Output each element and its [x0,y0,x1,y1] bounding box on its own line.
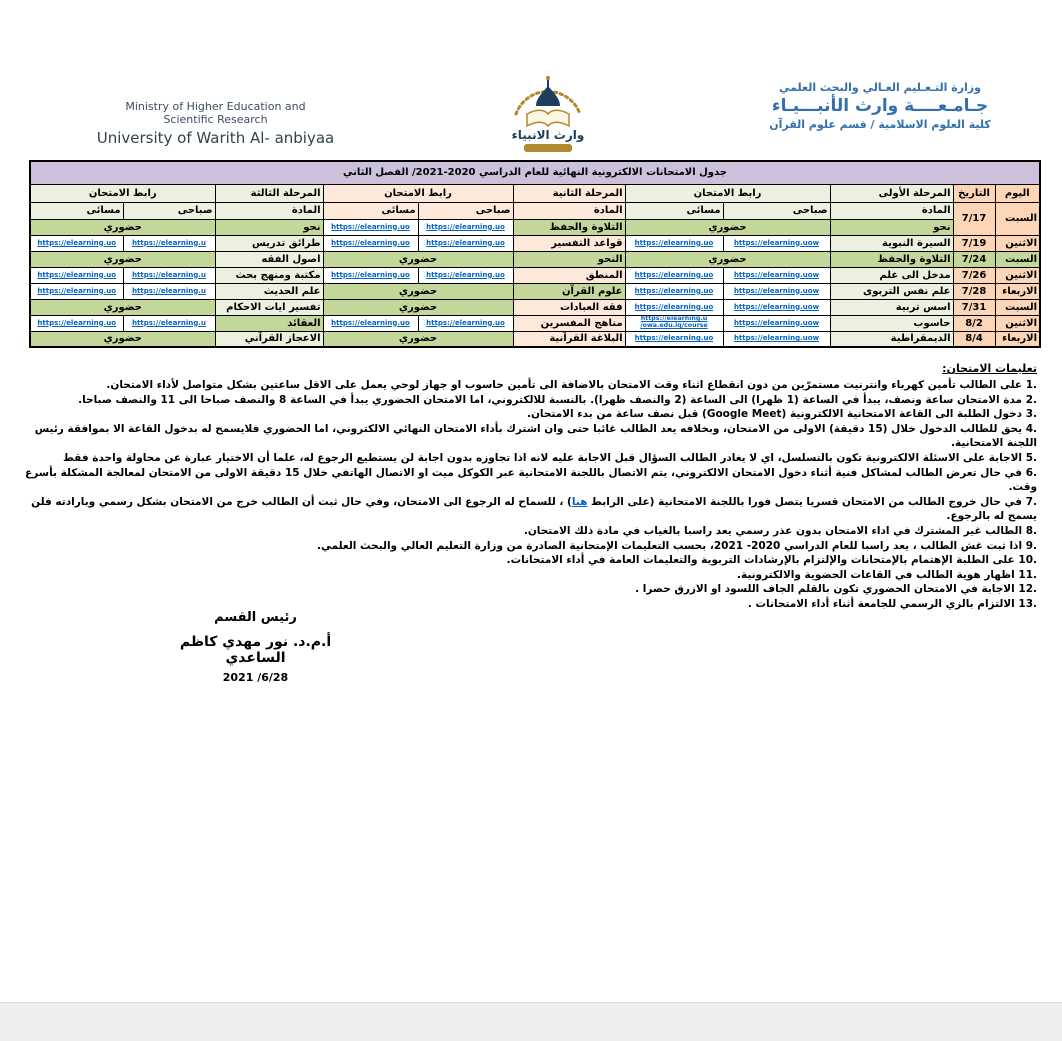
exam-link-line1: https://elearning.u [640,316,708,323]
university-logo [498,74,598,160]
instruction-number: 3. [1025,408,1037,421]
signature-name: أ.م.د. نور مهدي كاظم الساعدي [179,634,332,666]
exam-link[interactable]: https://elearning.uow [733,270,820,279]
day-cell: الاربعاء [995,283,1040,299]
instruction-text: مدة الامتحان ساعة ونصف، يبدأ في الساعة (1 ظهرا) الى الساعة (2 والنصف ظهرا). بالنسبة للالكتروني، اما الامتحان الحضوري يبدأ في الساعة 8 والنصف صباحا الى 11 والنصف صباحا. [78,393,1023,406]
link-cell [418,219,513,235]
letterhead-arabic [720,80,1040,132]
subject-cell: الديمقراطية [830,331,953,347]
instruction-item [25,451,1037,466]
subject-cell: مناهج المفسرين [513,315,625,331]
subheader-morning-1: صباحى [723,202,830,219]
subheader-morning-2: صباحى [418,202,513,219]
exam-link[interactable]: https://elearning.uo [426,222,505,231]
day-cell: السبت [995,299,1040,315]
subject-cell: نحو [215,219,323,235]
link-cell [30,283,123,299]
subheader-evening-2: مسائى [323,202,418,219]
date-cell: 7/31 [953,299,995,315]
instruction-text: الاجابة في الامتحان الحضوري تكون بالقلم الجاف اللسود او الازرق حصرا . [635,583,1015,596]
instruction-item [25,582,1037,597]
subject-cell: السيرة النبوية [830,235,953,251]
instruction-text: على الطالب تأمين كهرباء وانترنيت مستمرّين من دون انقطاع اثناء وقت الامتحان بالاضافة الى تأمين حاسوب او جهاز لوحي يعمل على الاقل ساعتين بشكل متواصل لأداء الامتحان. [106,379,1023,391]
exam-link[interactable]: https://elearning.uo [634,270,714,279]
date-cell: 7/24 [953,251,995,267]
instruction-number: 4. [1025,422,1037,435]
exam-instructions [25,362,1037,612]
exam-link[interactable]: https://elearning.u [132,270,206,279]
exam-link[interactable]: https://elearning.uo [331,222,410,231]
link-cell [723,315,830,331]
col-header-stage3: المرحلة الثالثة [215,184,323,202]
exam-link[interactable]: https://elearning.u [132,318,206,327]
instruction-text: في حال خروج الطالب من الامتحان قسريا يتصل فورا باللجنة الامتحانية (على الرابط [587,495,1023,508]
instruction-text: اظهار هوية الطالب في القاعات الحضوية والالكترونية. [736,568,1015,581]
table-row [30,331,1040,347]
exam-link[interactable]: https://elearning.uo [634,334,714,343]
link-cell [123,315,215,331]
table-row [30,267,1040,283]
link-cell [123,267,215,283]
exam-link-line2: owa.edu.iq/course/ [640,322,708,329]
subject-cell: علم الحديث [215,283,323,299]
instruction-number: 8. [1025,524,1037,537]
link-cell [625,283,723,299]
inperson-cell: حضوري [323,299,513,315]
instruction-item [25,495,1037,524]
exam-link[interactable]: https://elearning.uow [733,334,820,343]
date-cell: 7/19 [953,235,995,251]
exam-link[interactable]: https://elearning.uo [331,238,410,247]
signature-date: 2021 /6/28 [222,671,289,684]
inperson-cell: حضوري [30,331,215,347]
exam-link[interactable]: https://elearning.uo [426,318,505,327]
col-header-day: اليوم [995,184,1040,202]
signature-title: رئيس القسم [214,610,297,625]
link-cell [723,267,830,283]
exam-link[interactable]: https://elearning.u [132,286,206,295]
letterhead-english [88,100,343,148]
link-cell [625,315,723,331]
link-cell [30,315,123,331]
exam-link[interactable]: https://elearning.uo [634,286,714,295]
table-row [30,235,1040,251]
instruction-number: 10. [1018,554,1037,567]
ministry-name-en-2: Scientific Research [163,113,268,126]
col-header-link2: رابط الامتحان [323,184,513,202]
day-cell: السبت [995,202,1040,235]
exam-link[interactable]: https://elearning.uo [37,270,117,279]
college-name-ar: كلية العلوم الاسلامية / قسم علوم القرآن [769,118,991,131]
instruction-text: الاجابة على الاسئلة الالكترونية تكون بالتسلسل، اي لا يغادر الطالب السؤال قبل الاجابة عليه لانه اذا تجاوزه بدون اجابة لن يستطيع الرجوع له، علما أن الاختيار عبارة عن محاولة واحدة فقط [62,451,1023,464]
link-cell [625,299,723,315]
exam-link[interactable]: https://elearning.uo [426,270,505,279]
table-row [30,251,1040,267]
instruction-text: اذا ثبت غش الطالب ، يعد راسبا للعام الدراسي 2020- 2021، بحسب التعليمات الإمتحانية الصادرة من وزارة التعليم العالي والبحث العلمي. [316,539,1023,552]
subject-cell: العقائد [215,315,323,331]
exam-link[interactable]: https://elearning.uow [733,286,820,295]
logo-text: وارث الانبياء [511,128,585,142]
day-cell: الاربعاء [995,331,1040,347]
instruction-number: 2. [1025,393,1037,406]
link-cell [323,219,418,235]
link-cell [30,267,123,283]
instructions-heading: تعليمات الامتحان: [942,362,1037,375]
inperson-cell: حضوري [625,219,830,235]
subject-cell: التلاوة والحفظ [830,251,953,267]
instruction-item [25,524,1037,539]
col-header-stage2: المرحلة الثانية [513,184,625,202]
instruction-item [25,378,1037,393]
link-cell [418,267,513,283]
exam-link[interactable]: https://elearning.uo [37,286,117,295]
subject-cell: مكتبة ومنهج بحث [215,267,323,283]
instruction-item [25,568,1037,583]
date-cell: 7/26 [953,267,995,283]
link-cell [323,315,418,331]
link-cell [123,283,215,299]
subject-cell: قواعد التفسير [513,235,625,251]
subheader-subject-2: المادة [513,202,625,219]
inperson-cell: حضوري [30,219,215,235]
instruction-text: الالتزام بالزي الرسمي للجامعة أثناء أداء الامتحانات . [747,597,1015,610]
exam-link[interactable]: https://elearning.uo [634,238,714,247]
subheader-subject-3: المادة [215,202,323,219]
instruction-number: 11. [1018,568,1037,581]
subject-cell: طرائق تدريس [215,235,323,251]
ministry-name-en: Ministry of Higher Education and [125,100,306,113]
university-name-en: University of Warith Al- anbiyaa [96,129,335,147]
inperson-cell: حضوري [323,331,513,347]
subject-cell: اسس تربية [830,299,953,315]
exam-schedule-table [29,160,1041,348]
day-cell: السبت [995,251,1040,267]
instruction-number: 6. [1025,466,1037,479]
exam-link[interactable]: https://elearning.uo [331,270,410,279]
link-cell [723,283,830,299]
exam-link[interactable]: https://elearning.uow [733,318,820,327]
subject-cell: النحو [513,251,625,267]
instruction-text: على الطلبة الإهتمام بالإمتحانات والإلتزام بالإرشادات التربوية والتعليمات العامة في أداء الامتحانات. [506,554,1015,567]
ministry-name-ar: وزارة التـعـليم العـالي والبحث العلمي [779,81,981,94]
inperson-cell: حضوري [30,299,215,315]
date-cell: 7/17 [953,202,995,235]
instruction-number: 13. [1018,597,1037,610]
link-cell [323,267,418,283]
link-cell [30,235,123,251]
exam-link[interactable]: https://elearning.uo [634,302,714,311]
instruction-number: 9. [1025,539,1037,552]
link-cell [625,267,723,283]
subject-cell: مدخل الى علم [830,267,953,283]
inperson-cell: حضوري [625,251,830,267]
subject-cell: علوم القرآن [513,283,625,299]
subject-cell: اصول الفقه [215,251,323,267]
link-cell [625,331,723,347]
col-header-link1: رابط الامتحان [625,184,830,202]
date-cell: 8/4 [953,331,995,347]
exam-link[interactable]: https://elearning.uo [37,238,117,247]
table-row [30,315,1040,331]
table-row [30,299,1040,315]
signature-block [148,610,363,684]
instruction-text: دخول الطلبة الى القاعة الامتحانية الالكترونية (Google Meet) قبل نصف ساعة من بدء الامتحان. [526,408,1023,421]
exam-link[interactable]: https://elearning.uo [331,318,410,327]
instruction-item [25,539,1037,554]
exam-link[interactable]: https://elearning.uow [733,238,820,247]
instruction-text: ) ، للسماح له الرجوع الى الامتحان، وفي حال ثبت أن الطالب خرج من الامتحان بشكل رسمي وبارادته فلن يسمح له بالرجوع. [31,495,1037,523]
instruction-text: الطالب غير المشترك في اداء الامتحان بدون عذر رسمي يعد راسبا بالغياب في مادة ذلك الامتحان. [523,524,1023,537]
subject-cell: نحو [830,219,953,235]
university-logo-icon [498,74,598,160]
exam-link[interactable]: https://elearning.uo [37,318,117,327]
day-cell: الاثنين [995,267,1040,283]
subject-cell: المنطق [513,267,625,283]
link-cell [123,235,215,251]
exam-link[interactable]: https://elearning.uo [426,238,505,247]
subject-cell: الاعجاز القرآني [215,331,323,347]
exam-link[interactable]: https://elearning.uow [733,302,820,311]
exam-link[interactable] [628,316,721,330]
instruction-item [25,553,1037,568]
table-row [30,283,1040,299]
table-title: جدول الامتحانات الالكترونية النهائية للعام الدراسي 2020-2021/ الفصل الثاني [30,161,1040,184]
date-cell: 7/28 [953,283,995,299]
instruction-item [25,407,1037,422]
instruction-number: 12. [1018,583,1037,596]
instruction-item [25,466,1037,495]
day-cell: الاثنين [995,235,1040,251]
subheader-evening-3: مسائى [30,202,123,219]
instruction-text: في حال تعرض الطالب لمشاكل فنية أثناء دخول الامتحان الالكتروني، يتم الاتصال باللجنة الامتحانية عبر الكوكل ميت او الاتصال الهاتفي خلال 15 دقيقة الاولى من الامتحان لمعالجة المشكلة بأسرع وقت. [25,466,1037,494]
date-cell: 8/2 [953,315,995,331]
link-cell [625,235,723,251]
subject-cell: حاسوب [830,315,953,331]
link-cell [723,235,830,251]
subheader-evening-1: مسائى [625,202,723,219]
subject-cell: البلاغة القرآنية [513,331,625,347]
link-cell [418,315,513,331]
inperson-cell: حضوري [30,251,215,267]
here-link[interactable]: هنا [571,495,588,508]
university-name-ar: جـامـعــــة وارث الأنبـــيـاء [771,96,989,116]
col-header-link3: رابط الامتحان [30,184,215,202]
link-cell [323,235,418,251]
instruction-item [25,422,1037,451]
table-row [30,219,1040,235]
footer-strip [0,1002,1062,1041]
subheader-morning-3: صباحى [123,202,215,219]
instruction-text: يحق للطالب الدخول خلال (15 دقيقة) الاولى من الامتحان، وبخلافه يعد الطالب غائبا حتى وان اشترك بأداء الامتحان النهائي الالكتروني، اما الحضوري فلايسمح له بدخول القاعة الا بموافقة رئيس اللجنة الامتحانية. [34,422,1037,450]
link-cell [723,331,830,347]
exam-link[interactable]: https://elearning.u [132,238,206,247]
instruction-number: 7. [1025,495,1037,508]
col-header-date: التاريخ [953,184,995,202]
col-header-stage1: المرحلة الأولى [830,184,953,202]
subject-cell: التلاوة والحفظ [513,219,625,235]
subject-cell: علم نفس التربوى [830,283,953,299]
instruction-number: 5. [1025,451,1037,464]
instruction-item [25,393,1037,408]
day-cell: الاثنين [995,315,1040,331]
inperson-cell: حضوري [323,251,513,267]
subheader-subject-1: المادة [830,202,953,219]
link-cell [418,235,513,251]
inperson-cell: حضوري [323,283,513,299]
subject-cell: فقه العبادات [513,299,625,315]
instruction-number: 1. [1025,379,1037,391]
link-cell [723,299,830,315]
subject-cell: تفسير ايات الاحكام [215,299,323,315]
